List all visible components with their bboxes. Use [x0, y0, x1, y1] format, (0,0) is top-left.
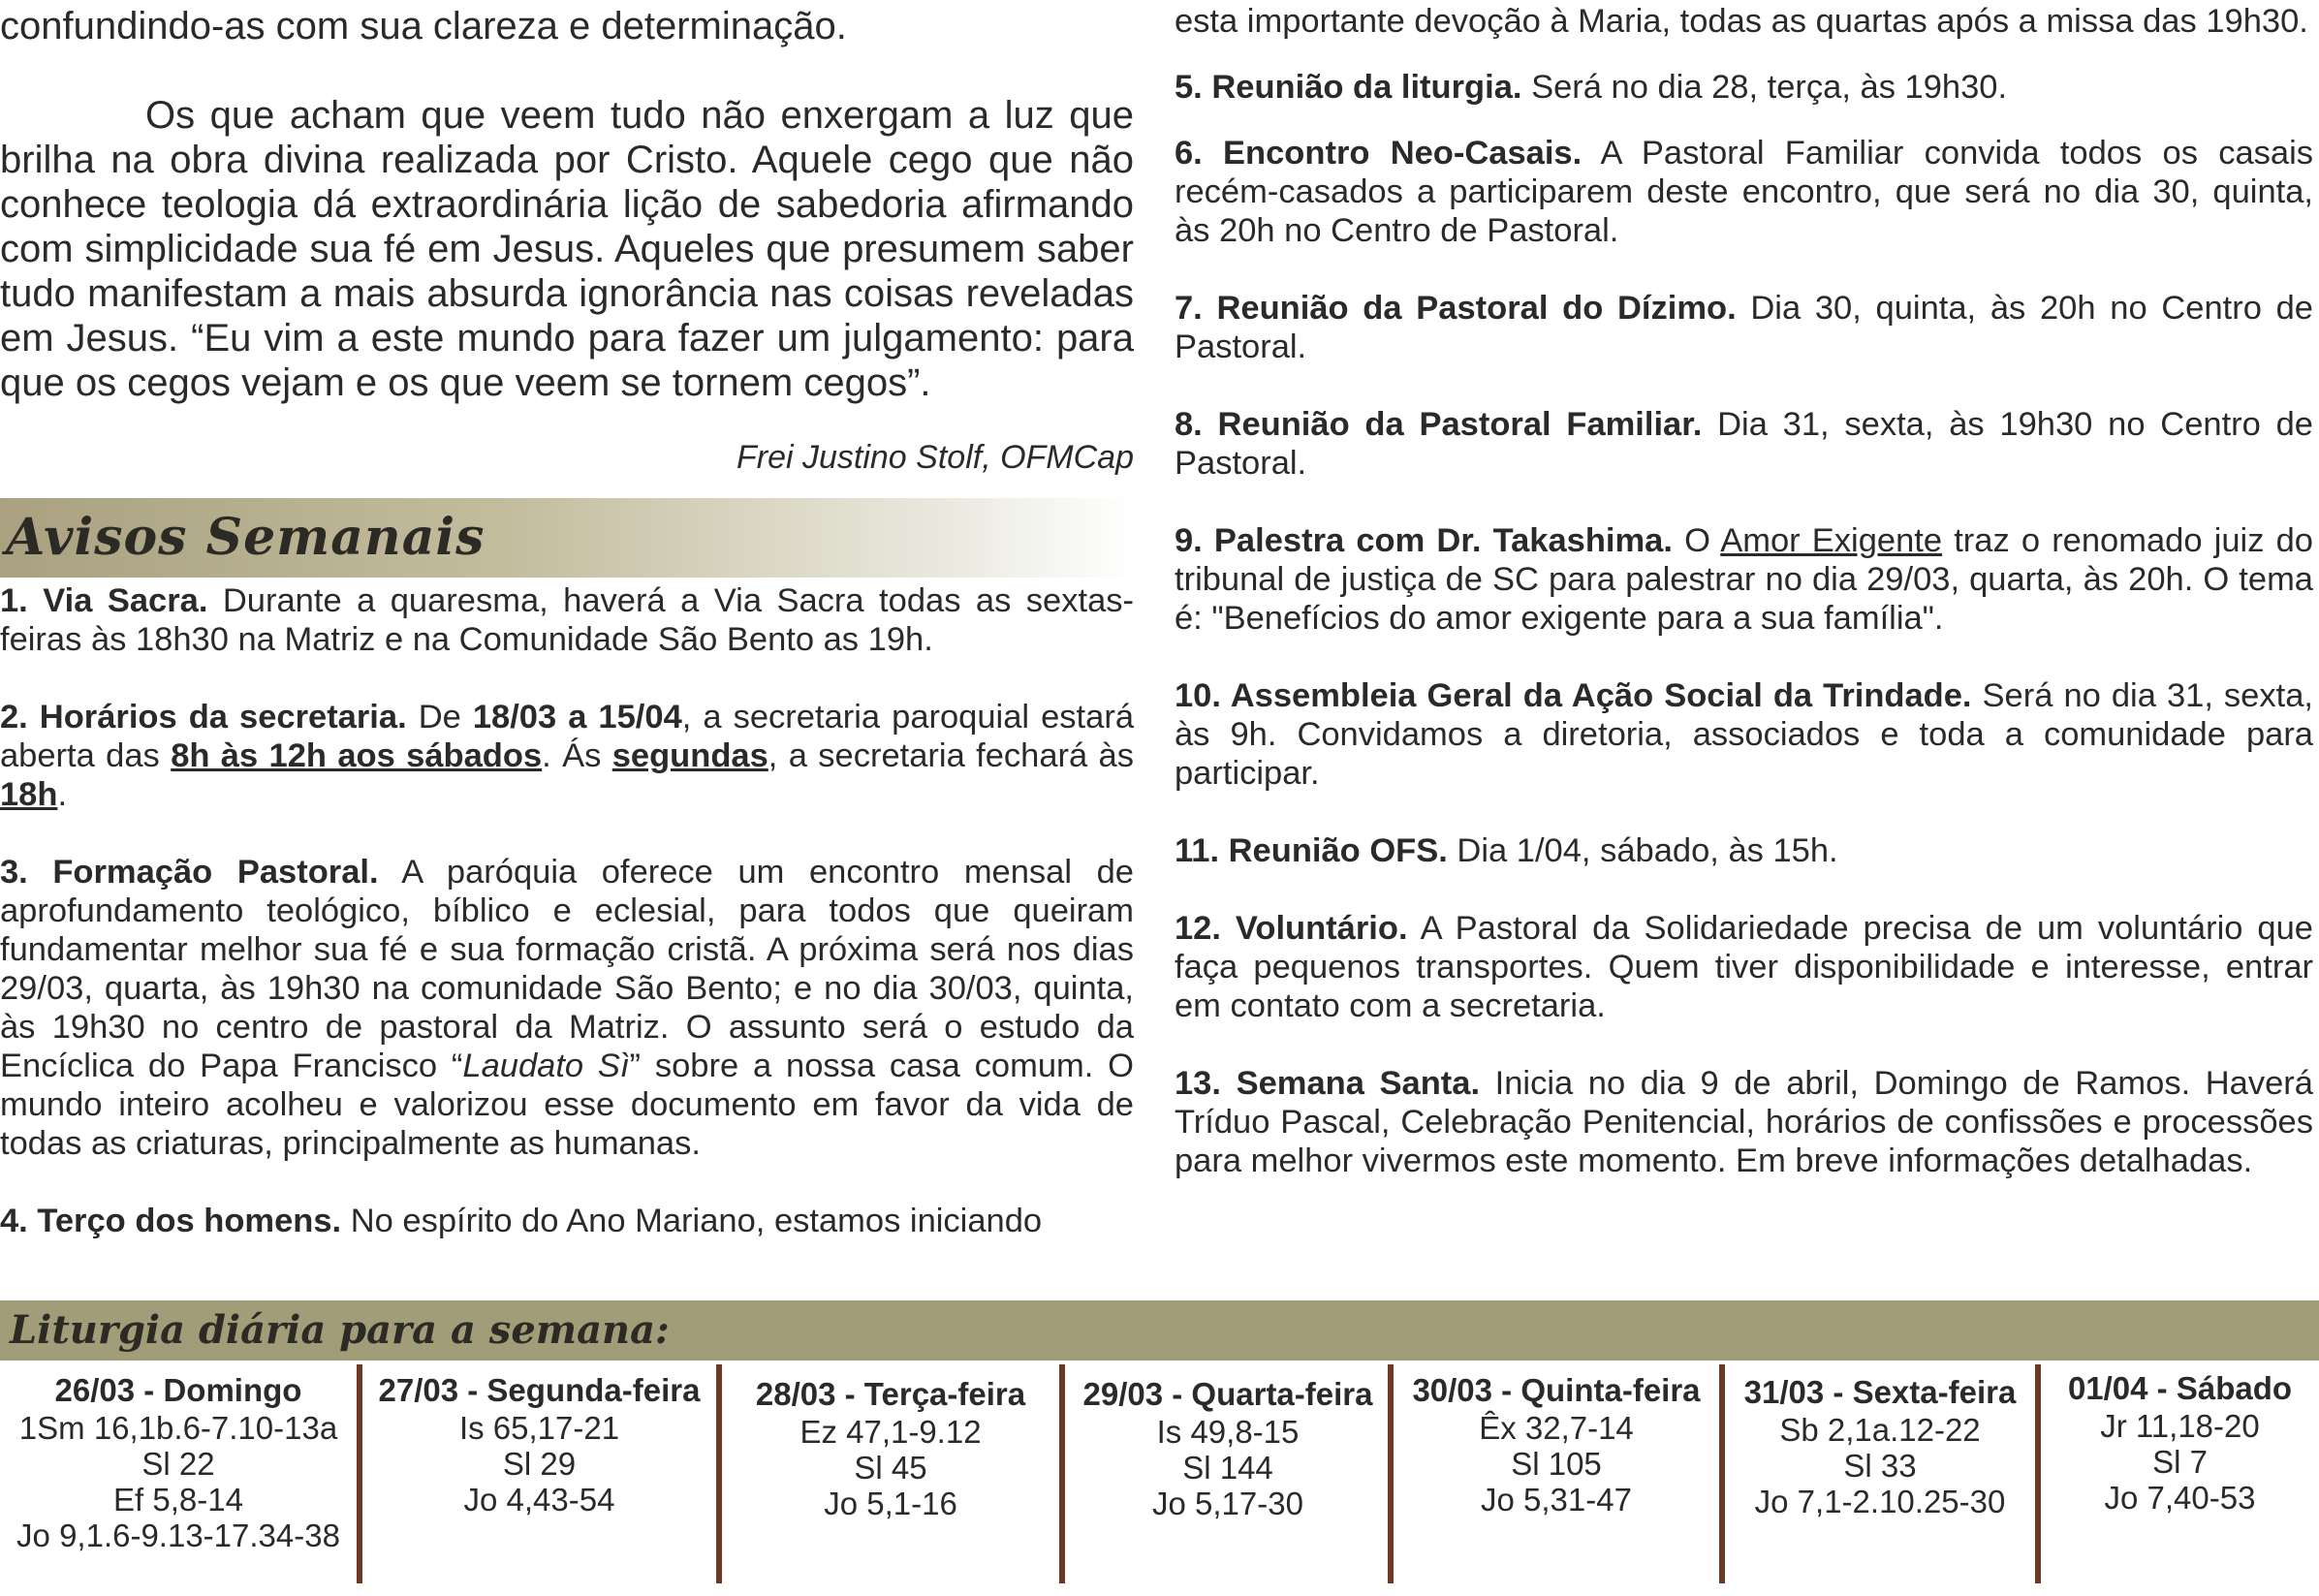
- notice-5-text: Será no dia 28, terça, às 19h30.: [1521, 69, 2008, 106]
- day-reading: Jr 11,18-20: [2100, 1408, 2260, 1444]
- notice-9-amor-exigente: Amor Exigente: [1720, 522, 1943, 559]
- liturgia-heading: Liturgia diária para a semana:: [10, 1307, 670, 1353]
- day-date: 28/03 - Terça-feira: [755, 1376, 1026, 1412]
- day-reading: Ef 5,8-14: [113, 1482, 243, 1518]
- notice-2-text: .: [57, 776, 68, 813]
- day-date: 31/03 - Sexta-feira: [1743, 1374, 2017, 1410]
- day-reading: Ez 47,1-9.12: [799, 1414, 982, 1450]
- notice-10-text: Será no dia 31, sexta, às 9h. Convidamos a diretoria, associados e toda a comunidade para participar.: [1175, 677, 2313, 792]
- notice-2-dates: 18/03 a 15/04: [472, 699, 682, 735]
- day-reading: Is 65,17-21: [458, 1410, 620, 1446]
- day-psalm: Sl 105: [1511, 1446, 1602, 1482]
- notice-4-title: 4. Terço dos homens.: [0, 1203, 342, 1239]
- notice-2-closing-time: 18h: [0, 776, 58, 813]
- day-friday: [1725, 1361, 2035, 1585]
- notice-2-text: , a secretaria fechará às: [768, 737, 1134, 774]
- day-psalm: Sl 45: [854, 1450, 927, 1486]
- day-reading: 1Sm 16,1b.6-7.10-13a: [18, 1410, 338, 1446]
- day-psalm: Sl 33: [1843, 1448, 1917, 1484]
- notice-4-text: No espírito do Ano Mariano, estamos iniciando: [341, 1203, 1043, 1239]
- notice-2: [0, 698, 1134, 814]
- notice-3-text: ” sobre a nossa casa comum. O mundo inteiro acolheu e valorizou esse documento em favor da vida de todas as criaturas, principalmente as humanas.: [0, 1048, 1135, 1162]
- notice-6-title: 6. Encontro Neo-Casais.: [1175, 135, 1583, 172]
- day-wednesday: [1065, 1361, 1391, 1585]
- day-date: 30/03 - Quinta-feira: [1412, 1372, 1701, 1408]
- notice-10: [1175, 676, 2313, 793]
- day-date: 27/03 - Segunda-feira: [378, 1372, 701, 1408]
- day-date: 26/03 - Domingo: [54, 1372, 302, 1408]
- day-saturday: [2041, 1361, 2319, 1585]
- notice-2-title: 2. Horários da secretaria.: [0, 699, 407, 735]
- day-reading: Sb 2,1a.12-22: [1779, 1412, 1981, 1448]
- notice-13-text: Inicia no dia 9 de abril, Domingo de Ramos. Haverá Tríduo Pascal, Celebração Penitencial, horários de confissões e processões para melhor vivermos este momento. Em breve informações detalhadas.: [1175, 1065, 2313, 1179]
- notice-11-title: 11. Reunião OFS.: [1175, 832, 1448, 869]
- notice-8-text: Dia 31, sexta, às 19h30 no Centro de Pastoral.: [1175, 406, 2313, 482]
- day-thursday: [1394, 1361, 1719, 1585]
- day-gospel: Jo 9,1.6-9.13-17.34-38: [16, 1518, 340, 1553]
- notice-7: [1175, 289, 2313, 366]
- avisos-semanais-banner: [0, 498, 1134, 578]
- notice-1-text: Durante a quaresma, haverá a Via Sacra todas as sextas-feiras às 18h30 na Matriz e na Comunidade São Bento as 19h.: [0, 582, 1134, 658]
- notice-4: [0, 1202, 1134, 1240]
- day-gospel: Jo 4,43-54: [463, 1482, 615, 1518]
- notice-4-continued: esta importante devoção à Maria, todas as quartas após a missa das 19h30.: [1175, 3, 2308, 40]
- day-psalm: Sl 7: [2152, 1444, 2208, 1480]
- day-sunday: [0, 1361, 357, 1585]
- day-psalm: Sl 22: [141, 1446, 215, 1482]
- notice-9-text: traz o renomado juiz do tribunal de justiça de SC para palestrar no dia 29/03, quarta, às 20h. O tema é: "Benefícios do amor exigente para a sua família".: [1175, 522, 2313, 637]
- notice-7-text: Dia 30, quinta, às 20h no Centro de Pastoral.: [1175, 290, 2313, 365]
- day-date: 01/04 - Sábado: [2067, 1370, 2293, 1406]
- left-column: [0, 0, 1134, 1240]
- notice-12-title: 12. Voluntário.: [1175, 910, 1408, 947]
- day-tuesday: [722, 1361, 1059, 1585]
- notice-12-text: A Pastoral da Solidariedade precisa de um voluntário que faça pequenos transportes. Quem tiver disponibilidade e interesse, entrar em contato com a secretaria.: [1175, 910, 2313, 1024]
- notice-8: [1175, 405, 2313, 483]
- article-signature: Frei Justino Stolf, OFMCap: [736, 439, 1134, 476]
- notice-9: [1175, 521, 2313, 638]
- notice-3-title: 3. Formação Pastoral.: [0, 854, 379, 891]
- notice-2-text: , a secretaria paroquial estará aberta das: [0, 699, 1134, 774]
- day-date: 29/03 - Quarta-feira: [1082, 1376, 1373, 1412]
- notice-3-text: A paróquia oferece um encontro mensal de aprofundamento teológico, bíblico e eclesial, para todos que queiram fundamentar melhor sua fé e sua formação cristã. A próxima será nos dias 29/03, quarta, às 19h30 na comunidade São Bento; e no dia 30/03, quinta, às 19h30 no centro de pastoral da Matriz. O assunto será o estudo da Encíclica do Papa Francisco “: [0, 854, 1134, 1084]
- notice-13-title: 13. Semana Santa.: [1175, 1065, 1481, 1102]
- notice-2-mondays: segundas: [611, 737, 768, 774]
- day-psalm: Sl 29: [502, 1446, 577, 1482]
- notice-2-saturday-hours: 8h às 12h aos sábados: [171, 737, 543, 774]
- notice-3: [0, 853, 1134, 1163]
- day-gospel: Jo 7,1-2.10.25-30: [1754, 1484, 2006, 1519]
- right-column: [1175, 0, 2313, 1180]
- notice-2-text: De: [406, 699, 473, 735]
- notice-12: [1175, 909, 2313, 1025]
- day-gospel: Jo 5,1-16: [824, 1486, 957, 1521]
- notice-13: [1175, 1064, 2313, 1180]
- notice-10-title: 10. Assembleia Geral da Ação Social da Trindade.: [1175, 677, 1972, 714]
- notice-1: [0, 581, 1134, 659]
- day-gospel: Jo 5,17-30: [1152, 1486, 1303, 1521]
- notice-8-title: 8. Reunião da Pastoral Familiar.: [1175, 406, 1703, 443]
- notice-7-title: 7. Reunião da Pastoral do Dízimo.: [1175, 290, 1737, 327]
- avisos-semanais-heading: Avisos Semanais: [6, 508, 486, 567]
- day-psalm: Sl 144: [1182, 1450, 1273, 1486]
- day-reading: Êx 32,7-14: [1479, 1410, 1634, 1446]
- notice-6-text: A Pastoral Familiar convida todos os casais recém-casados a participarem deste encontro, que será no dia 30, quinta, às 20h no Centro de Pastoral.: [1175, 135, 2313, 249]
- day-reading: Is 49,8-15: [1156, 1414, 1300, 1450]
- notice-5-title: 5. Reunião da liturgia.: [1175, 69, 1522, 106]
- liturgia-banner: [0, 1300, 2319, 1361]
- notice-2-text: . Ás: [542, 737, 612, 774]
- notice-11-text: Dia 1/04, sábado, às 15h.: [1447, 832, 1838, 869]
- liturgia-days: [0, 1361, 2319, 1589]
- notice-5: [1175, 68, 2313, 107]
- notice-9-title: 9. Palestra com Dr. Takashima.: [1175, 522, 1673, 559]
- article-text-end: confundindo-as com sua clareza e determinação.: [0, 5, 847, 47]
- notice-9-text: O: [1672, 522, 1721, 559]
- day-monday: [362, 1361, 716, 1585]
- article-paragraph: Os que acham que veem tudo não enxergam a luz que brilha na obra divina realizada por Cristo. Aquele cego que não conhece teologia dá extraordinária lição de sabedoria afirmando com simplicidade sua fé em Jesus. Aqueles que presumem saber tudo manifestam a mais absurda ignorância nas coisas reveladas em Jesus. “Eu vim a este mundo para fazer um julgamento: para que os cegos vejam e os que veem se tornem cegos”.: [0, 94, 1134, 404]
- notice-1-title: 1. Via Sacra.: [0, 582, 208, 619]
- notice-11: [1175, 831, 2313, 870]
- day-gospel: Jo 5,31-47: [1481, 1482, 1632, 1518]
- day-gospel: Jo 7,40-53: [2104, 1480, 2256, 1516]
- notice-3-encyclical-title: Laudato Sì: [462, 1048, 630, 1084]
- notice-6: [1175, 134, 2313, 250]
